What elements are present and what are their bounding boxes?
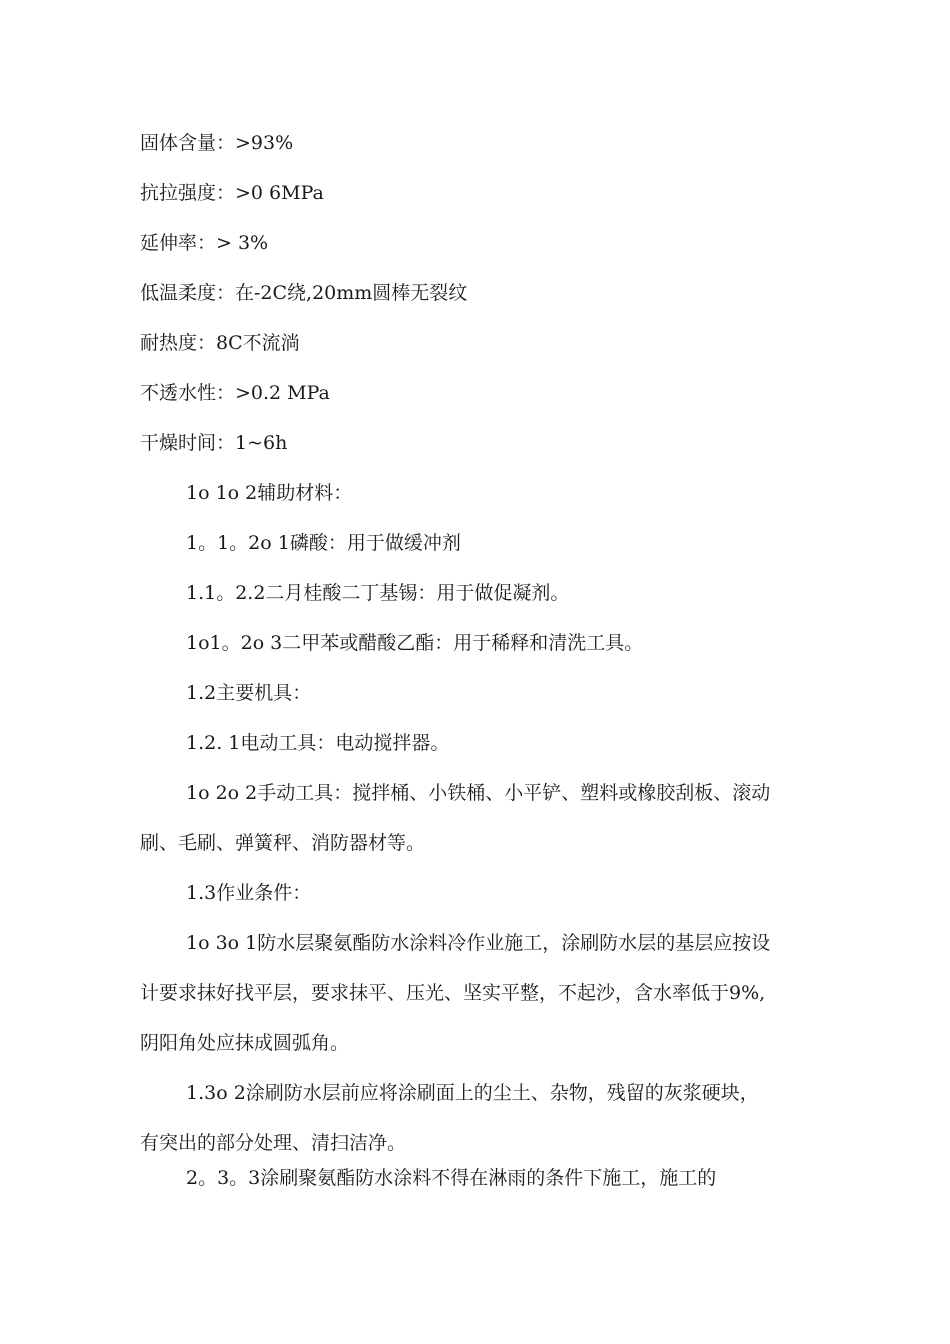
condition-2-line2: 有突出的部分处理、清扫洁净。 — [140, 1132, 407, 1154]
spec-solid-content: 固体含量：>93% — [140, 132, 294, 154]
aux-materials-heading: 1o 1o 2辅助材料： — [186, 482, 353, 504]
condition-1-line2: 计要求抹好找平层，要求抹平、压光、坚实平整，不起沙，含水率低于9%, — [140, 982, 766, 1004]
condition-2-line1: 1.3o 2涂刷防水层前应将涂刷面上的尘土、杂物，残留的灰浆硬块， — [186, 1082, 759, 1104]
aux-item-solvent: 1o1。2o 3二甲苯或醋酸乙酯：用于稀释和清洗工具。 — [186, 632, 644, 654]
tools-item-manual-line2: 刷、毛刷、弹簧秤、消防器材等。 — [140, 832, 426, 854]
tools-heading: 1.2主要机具： — [186, 682, 312, 704]
tools-item-electric: 1.2. 1电动工具：电动搅拌器。 — [186, 732, 450, 754]
spec-drying-time: 干燥时间：1~6h — [140, 432, 288, 454]
aux-item-phosphoric-acid: 1。1。2o 1磷酸：用于做缓冲剂 — [186, 532, 461, 554]
conditions-heading: 1.3作业条件： — [186, 882, 312, 904]
condition-1-line3: 阴阳角处应抹成圆弧角。 — [140, 1032, 350, 1054]
aux-item-tin-catalyst: 1.1。2.2二月桂酸二丁基锡：用于做促凝剂。 — [186, 582, 570, 604]
spec-low-temp-flexibility: 低温柔度：在-2C绕,20mm圆棒无裂纹 — [140, 282, 468, 304]
spec-impermeability: 不透水性：>0.2 MPa — [140, 382, 330, 404]
tools-item-manual-line1: 1o 2o 2手动工具：搅拌桶、小铁桶、小平铲、塑料或橡胶刮板、滚动 — [186, 782, 771, 804]
condition-1-line1: 1o 3o 1防水层聚氨酯防水涂料冷作业施工，涂刷防水层的基层应按设 — [186, 932, 771, 954]
condition-3-line1: 2。3。3涂刷聚氨酯防水涂料不得在淋雨的条件下施工，施工的 — [186, 1167, 717, 1189]
spec-tensile-strength: 抗拉强度：>0 6MPa — [140, 182, 324, 204]
spec-elongation: 延伸率：> 3% — [140, 232, 269, 254]
spec-heat-resistance: 耐热度：8C不流淌 — [140, 332, 300, 354]
